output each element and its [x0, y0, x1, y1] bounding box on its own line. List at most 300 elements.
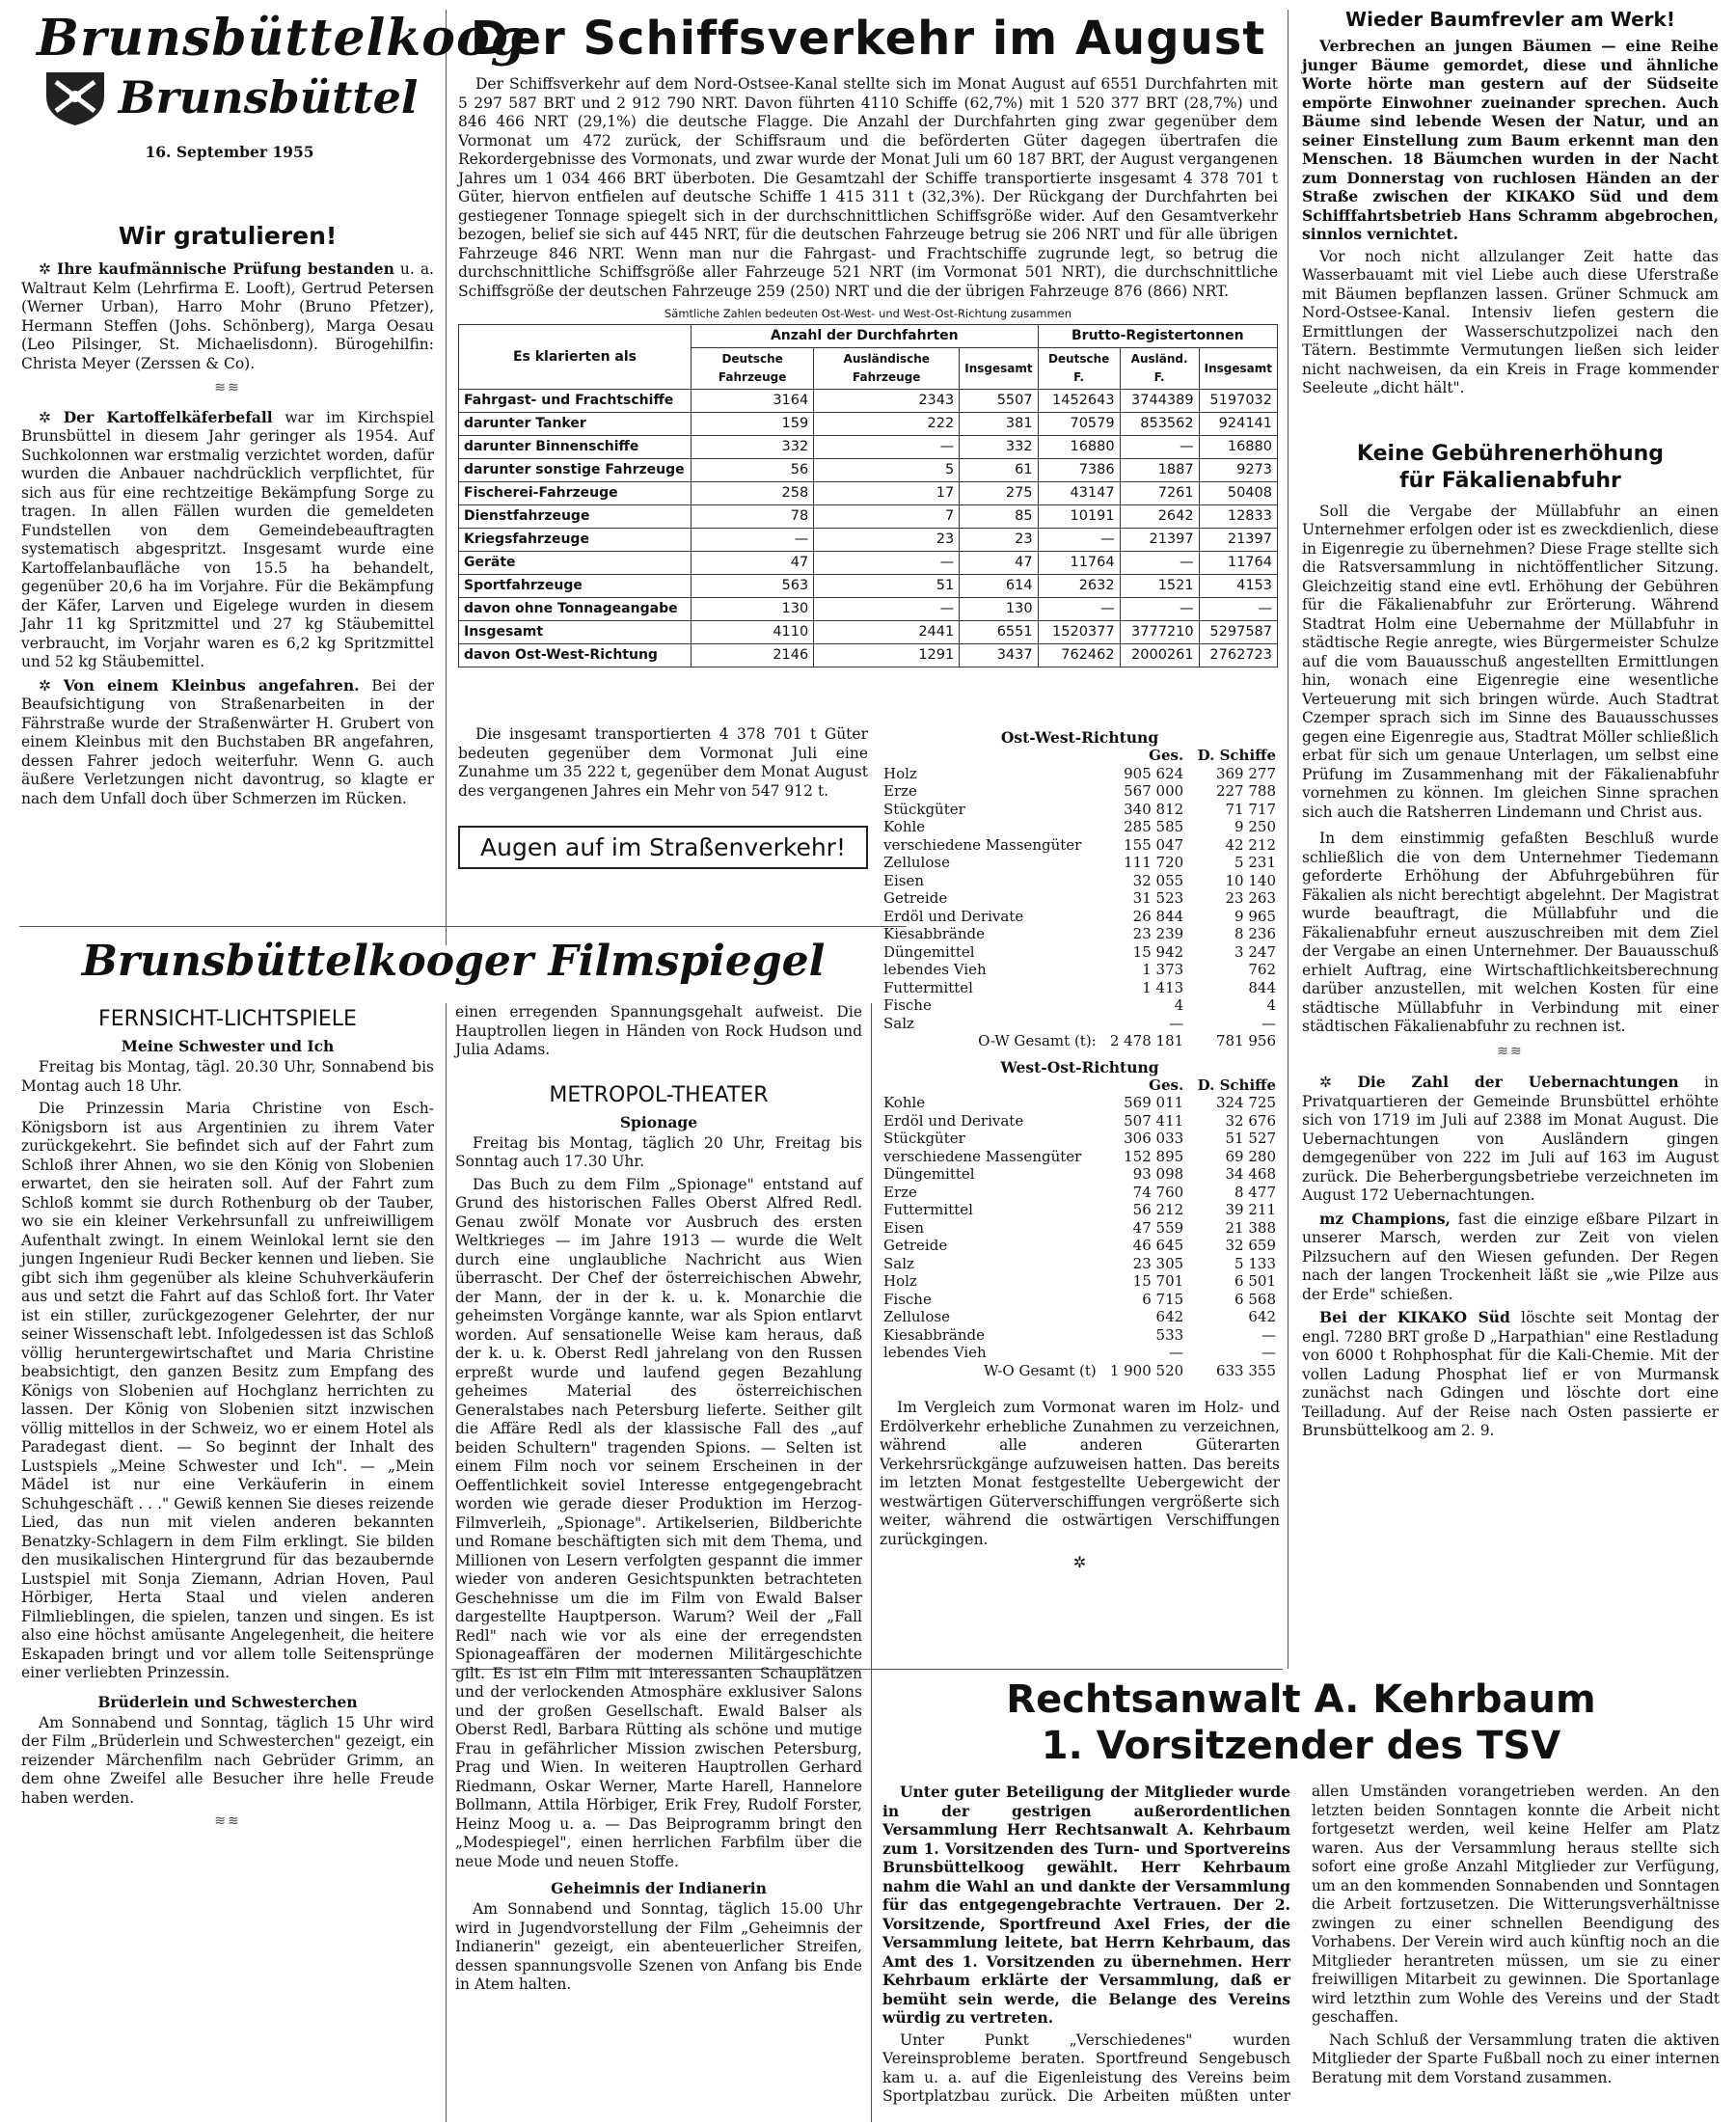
- table-row: [880, 1201, 1280, 1219]
- table-row: [880, 1308, 1280, 1326]
- cargo-label: lebendes Vieh: [883, 1344, 987, 1361]
- cargo-label: Düngemittel: [883, 1165, 975, 1183]
- cargo-value: —: [1169, 1344, 1184, 1361]
- fees-body-1: Soll die Vergabe der Müllabfuhr an einen Unternehmer erfolgen oder ist es zweckdienlich, diese in Eigenregie zu übernehmen? Diese Frage stellte sich die Ratsversammlung in nichtöffentlicher Sitzung. Gleichzeitig stand eine evtl. Erhöhung der Gebühren für die Fäkalienabfuhr zur Erörterung. Während Stadtrat Holm eine Uebernahme der Müllabfuhr in städtische Regie anregte, wies Bürgermeister Schulze auf die vom Bauausschuß angestellten Ermittlungen hin, wonach eine Eigenregie eine wesentliche Verteuerung mit sich bringen würde. Auch Stadtrat Czemper sprach sich im Sinne des Bauausschusses gegen eine Eigenregie aus, Stadtrat Möller schließlich erbat für sich um genaue Unterlagen, um selbst eine Prüfung im Zusammenhang mit der Fäkalienabfuhr vornehmen zu können. Im gleichen Sinne sprachen sich auch die Ratsherren Lindemann und Christ aus.: [1302, 502, 1719, 821]
- film-title-spionage: Spionage: [619, 1112, 698, 1131]
- wo-heading: West-Ost-Richtung: [1000, 1057, 1159, 1076]
- masthead: [37, 9, 528, 161]
- cargo-value: 23 263: [1225, 889, 1276, 907]
- ship-after: [458, 725, 868, 869]
- cargo-label: Futtermittel: [883, 978, 973, 996]
- star-icon: ✲: [1072, 1553, 1087, 1571]
- fees-headline: Keine Gebührenerhöhung: [1356, 441, 1665, 466]
- cargo-value: 4: [1266, 996, 1276, 1014]
- cargo-label: Eisen: [883, 871, 924, 889]
- row-label: davon Ost-West-Richtung: [459, 644, 692, 667]
- cargo-value: 31 523: [1132, 889, 1184, 907]
- cargo-value: 9 965: [1234, 907, 1276, 925]
- table-cell: 381: [960, 413, 1038, 436]
- cargo-label: Stückgüter: [883, 1130, 965, 1147]
- table-row: [880, 1291, 1280, 1309]
- potato-beetle-text: war im Kirchspiel Brunsbüttel in diesem Jahr geringer als 1954. Auf Suchkolonnen war erstmalig verzichtet worden, dafür wurden die Anbauer nachdrücklich verpflichtet, für sich aus für eine rechtzeitige Bekämpfung Sorge zu tragen. In allen Fällen wurden die gemeldeten Fundstellen von dem Gemeindebeauftragten systematisch abgespritzt. Insgesamt wurde eine Kartoffelanbaufläche von 15.5 ha behandelt, gegenüber 20,6 ha im Vorjahre. Für die Bekämpfung der Käfer, Larven und Eigelege wurden in diesem Jahr 11 kg Spritzmittel und 27 kg Stäubemittel verbraucht, im Vorjahr waren es 6,2 kg Spritzmittel und 52 kg Stäubemittel.: [21, 408, 434, 670]
- cargo-value: 74 760: [1132, 1183, 1184, 1201]
- cargo-tables: [880, 728, 1280, 1571]
- table-cell: 614: [960, 575, 1038, 598]
- table-row: [880, 1130, 1280, 1148]
- table-row: [880, 979, 1280, 997]
- table-row: [880, 801, 1280, 819]
- star-icon: ✲: [39, 260, 51, 278]
- table-cell: 130: [692, 598, 814, 621]
- th-col: Ausländische Fahrzeuge: [814, 348, 960, 390]
- cargo-value: 4: [1174, 996, 1184, 1014]
- cargo-label: Fische: [883, 996, 932, 1014]
- row-label: davon ohne Tonnageangabe: [459, 598, 692, 621]
- cargo-value: —: [1261, 1344, 1276, 1361]
- separator: ≋≋: [214, 1813, 241, 1829]
- row-label: Kriegsfahrzeuge: [459, 529, 692, 552]
- table-row: [880, 996, 1280, 1015]
- table-cell: 7: [814, 505, 960, 529]
- tsv-lead: Unter guter Beteiligung der Mitglieder wurde in der gestrigen außerordentlichen Versammlung Herr Rechtsanwalt A. Kehrbaum zum 1. Vorsitzenden des Turn- und Sportvereins Brunsbüttelkoog gewählt. Herr Kehrbaum nahm die Wahl an und dankte der Versammlung für das entgegengebrachte Vertrauen. Der 2. Vorsitzende, Sportfreund Axel Fries, der die Versammlung leitete, bat Herrn Kehrbaum, das Amt des 1. Vorsitzenden zu übernehmen. Herr Kehrbaum erklärte der Versammlung, daß er bemüht sein werde, die Belange des Vereins würdig zu vertreten.: [882, 1783, 1290, 2027]
- table-cell: 78: [692, 505, 814, 529]
- table-row: [459, 390, 1278, 413]
- cargo-label: lebendes Vieh: [883, 961, 987, 978]
- issue-date: 16. September 1955: [145, 143, 314, 161]
- row-label: Sportfahrzeuge: [459, 575, 692, 598]
- tsv-article: [882, 1676, 1720, 2107]
- column-rule: [871, 1003, 872, 2122]
- cargo-label: Holz: [883, 764, 917, 782]
- table-cell: —: [692, 529, 814, 552]
- th-col: Insgesamt: [960, 348, 1038, 390]
- table-cell: 56: [692, 459, 814, 482]
- table-row: [880, 1165, 1280, 1184]
- table-cell: 2343: [814, 390, 960, 413]
- table-row: [880, 854, 1280, 872]
- table-cell: 222: [814, 413, 960, 436]
- kikako-lead: Bei der KIKAKO Süd: [1319, 1308, 1510, 1326]
- table-cell: 4110: [692, 621, 814, 644]
- ow-heading: Ost-West-Richtung: [1000, 728, 1159, 747]
- row-label: darunter sonstige Fahrzeuge: [459, 459, 692, 482]
- cinema-fernsicht: FERNSICHT-LICHTSPIELE: [98, 1007, 357, 1031]
- ship-body: Der Schiffsverkehr auf dem Nord-Ostsee-Kanal stellte sich im Monat August auf 6551 Durchfahrten mit 5 297 587 BRT und 2 912 790 NRT. Davon führten 4110 Schiffe (62,7%) mit 1 520 377 BRT (28,7%) und 846 466 NRT (29,1%) die deutsche Flagge. Die Anzahl der Durchfahrten ging zwar gegenüber dem Vormonat um 472 zurück, der Schiffsraum und die beförderten Güter dagegen übertrafen die Rekordergebnisse des Vormonats, und zwar wurde der Monat Juli um 60 187 BRT, der August vergangenen Jahres um 1 034 466 BRT überboten. Die Gesamtzahl der Schiffe transportierte insgesamt 4 378 701 t Güter, hiervon entfielen auf deutsche Schiffe 1 415 311 t (32,3%). Der Rückgang der Durchfahrten bei gestiegener Tonnage spiegelt sich in der durchschnittlichen Schiffsgröße wider. Auf den Gesamtverkehr bezogen, belief sie sich auf 445 NRT, für die deutschen Fahrzeuge betrug sie 206 NRT und für alle übrigen Fahrzeuge 846 NRT. Wenn man nur die Fahrgast- und Frachtschiffe zugrunde legt, so betrug die durchschnittliche Schiffsgröße aller Fahrzeuge 521 NRT (im Vormonat 501 NRT), die durchschnittliche Schiffsgröße der deutschen Fahrzeuge 259 (250) NRT und die der übrigen Fahrzeuge 876 (866) NRT.: [458, 75, 1278, 300]
- masthead-subtitle: Brunsbüttel: [118, 71, 419, 123]
- table-cell: 21397: [1199, 529, 1277, 552]
- left-column: [21, 222, 434, 812]
- cargo-label: Kiesabbrände: [883, 1325, 985, 1344]
- table-row: [880, 1094, 1280, 1112]
- cargo-value: 642: [1248, 1308, 1276, 1325]
- table-cell: —: [1038, 598, 1120, 621]
- right-column: [1302, 8, 1719, 1445]
- cargo-value: 762: [1248, 961, 1276, 978]
- film-schwester-times: Freitag bis Montag, tägl. 20.30 Uhr, Sonnabend bis Montag auch 18 Uhr.: [21, 1058, 434, 1095]
- cargo-label: Kohle: [883, 1094, 926, 1111]
- wo-total-ges: 1 900 520: [1109, 1361, 1184, 1379]
- tree-lead: Verbrechen an jungen Bäumen — eine Reihe junger Bäume gemordet, diese und ähnliche Worte hörte man gestern auf der Südseite empörte Einwohner zueinander sprechen. Auch Bäume sind lebende Wesen der Natur, und an seiner Einstellung zum Baum erkennt man den Menschen. 18 Bäumchen wurden in der Nacht zum Donnerstag von ruchlosen Händen an der Straße zwischen der KIKAKO Süd und dem Schifffahrtsbetrieb Hans Schramm abgebrochen, sinnlos vernichtet.: [1302, 37, 1719, 243]
- table-cell: 9273: [1199, 459, 1277, 482]
- cargo-label: Zellulose: [883, 1308, 950, 1325]
- table-cell: 2642: [1120, 505, 1199, 529]
- cargo-label: Kohle: [883, 818, 926, 835]
- table-cell: 130: [960, 598, 1038, 621]
- fees-body-2: In dem einstimmig gefaßten Beschluß wurde schließlich die von dem Unternehmer Tiedemann geforderte Erhöhung der Abfuhrgebühren für Fäkalien als nicht berechtigt abgelehnt. Der Magistrat wurde beauftragt, die Müllabfuhr und die Fäkalienabfuhr erneut auszuschreiben mit dem Ziel der Vergabe an einen Unternehmer. Der Bauausschuß erhielt Auftrag, eine Wirtschaftlichkeitsberechnung darüber anzustellen, mit welchen Kosten für eine städtische Müllabfuhr in Verbindung mit einer städtischen Fäkalienabfuhr zu rechnen ist.: [1302, 830, 1719, 1035]
- cargo-value: 9 250: [1234, 818, 1276, 835]
- cargo-value: 39 211: [1225, 1201, 1276, 1218]
- table-row: [880, 961, 1280, 979]
- table-cell: 23: [814, 529, 960, 552]
- table-row: [880, 765, 1280, 783]
- fees-subheadline: für Fäkalienabfuhr: [1399, 468, 1621, 493]
- th-anzahl: Anzahl der Durchfahrten: [692, 325, 1039, 348]
- table-row: [880, 1015, 1280, 1033]
- table-row: [880, 889, 1280, 908]
- row-label: Fahrgast- und Frachtschiffe: [459, 390, 692, 413]
- row-label: Geräte: [459, 552, 692, 575]
- table-cell: 2146: [692, 644, 814, 667]
- th-col: Deutsche F.: [1038, 348, 1120, 390]
- table-cell: 10191: [1038, 505, 1120, 529]
- table-cell: 2000261: [1120, 644, 1199, 667]
- film-column-1: [21, 1003, 434, 1835]
- cargo-value: 369 277: [1215, 764, 1276, 782]
- row-label: darunter Tanker: [459, 413, 692, 436]
- table-cell: 3164: [692, 390, 814, 413]
- table-row: [880, 782, 1280, 801]
- column-rule: [446, 1003, 447, 2122]
- cargo-label: Düngemittel: [883, 942, 975, 961]
- cargo-value: 47 559: [1132, 1218, 1184, 1237]
- cargo-label: Salz: [883, 1254, 914, 1272]
- wo-col-ges: Ges.: [1149, 1076, 1184, 1094]
- table-cell: 1520377: [1038, 621, 1120, 644]
- exam-lead: Ihre kaufmännische Prüfung bestanden: [57, 259, 394, 278]
- column-rule: [446, 10, 447, 945]
- cargo-value: 32 659: [1225, 1237, 1276, 1254]
- cargo-value: 6 501: [1234, 1272, 1276, 1290]
- row-label: Insgesamt: [459, 621, 692, 644]
- cargo-label: verschiedene Massengüter: [883, 1147, 1082, 1165]
- ow-total-ges: 2 478 181: [1109, 1032, 1184, 1049]
- cargo-value: —: [1261, 1014, 1276, 1032]
- cargo-value: 26 844: [1132, 907, 1184, 925]
- cargo-value: 306 033: [1124, 1130, 1184, 1147]
- table-cell: 2441: [814, 621, 960, 644]
- table-cell: 1452643: [1038, 390, 1120, 413]
- cargo-value: 152 895: [1124, 1147, 1184, 1165]
- table-cell: —: [1199, 598, 1277, 621]
- table-cell: —: [814, 436, 960, 459]
- wo-total-label: W-O Gesamt (t): [984, 1361, 1097, 1379]
- cargo-label: Futtermittel: [883, 1201, 973, 1218]
- table-cell: 70579: [1038, 413, 1120, 436]
- table-row: [880, 1255, 1280, 1273]
- cargo-value: 155 047: [1124, 835, 1184, 854]
- film-indianerin-text: Am Sonnabend und Sonntag, täglich 15.00 Uhr wird in Jugendvorstellung der Film „Geheimnis der Indianerin" gezeigt, ein abenteuerlicher Streifen, dessen spannungsvolle Szenen von Anfang bis Ende in Atem halten.: [455, 1900, 862, 1993]
- table-cell: 7261: [1120, 482, 1199, 505]
- table-cell: 3777210: [1120, 621, 1199, 644]
- cargo-value: 32 676: [1225, 1111, 1276, 1130]
- congrats-headline: Wir gratulieren!: [118, 222, 338, 250]
- table-row: [880, 818, 1280, 836]
- cargo-label: Zellulose: [883, 854, 950, 871]
- table-row: [880, 943, 1280, 962]
- ship-headline: Der Schiffsverkehr im August: [470, 12, 1266, 66]
- table-cell: 762462: [1038, 644, 1120, 667]
- coat-of-arms-icon: [41, 68, 109, 127]
- table-row: [880, 1344, 1280, 1362]
- cargo-label: Salz: [883, 1014, 914, 1032]
- cargo-value: 844: [1248, 978, 1276, 996]
- cargo-label: Getreide: [883, 889, 948, 907]
- table-row: [459, 459, 1278, 482]
- overnight-text: in Privatquartieren der Gemeinde Brunsbüttel erhöhte sich von 1719 im Juli auf 2388 im Monat August. Die Uebernachtungen von Ausländern gingen demgegenüber von 222 im Juli auf 163 im August zurück. Die Beherbergungsbetriebe verzeichneten im August 172 Uebernachtungen.: [1302, 1074, 1719, 1204]
- table-row: [880, 908, 1280, 926]
- film-spionage-times: Freitag bis Montag, täglich 20 Uhr, Freitag bis Sonntag auch 17.30 Uhr.: [455, 1133, 862, 1170]
- ship-table: [458, 324, 1278, 667]
- table-cell: 21397: [1120, 529, 1199, 552]
- cargo-value: 34 468: [1225, 1165, 1276, 1183]
- table-cell: —: [814, 552, 960, 575]
- th-klarierten: Es klarierten als: [459, 325, 692, 390]
- cargo-value: 340 812: [1124, 800, 1184, 818]
- table-cell: 51: [814, 575, 960, 598]
- table-cell: 17: [814, 482, 960, 505]
- ow-total-label: O-W Gesamt (t):: [978, 1032, 1097, 1049]
- cargo-value: 1 373: [1142, 961, 1184, 978]
- ow-total-d: 781 956: [1215, 1032, 1276, 1049]
- table-row: [880, 1272, 1280, 1291]
- ow-col-ges: Ges.: [1149, 747, 1184, 764]
- table-cell: —: [1120, 436, 1199, 459]
- film-title-indianerin: Geheimnis der Indianerin: [551, 1879, 767, 1897]
- cargo-value: 8 477: [1234, 1183, 1276, 1201]
- wo-table: [880, 1076, 1280, 1380]
- table-cell: 275: [960, 482, 1038, 505]
- cargo-label: Stückgüter: [883, 800, 965, 818]
- cargo-value: 567 000: [1124, 782, 1184, 800]
- cargo-label: Erze: [883, 1183, 917, 1201]
- cargo-value: —: [1169, 1014, 1184, 1032]
- table-cell: 7386: [1038, 459, 1120, 482]
- cargo-value: 6 715: [1142, 1290, 1184, 1308]
- ow-table: [880, 747, 1280, 1050]
- cargo-value: 71 717: [1225, 800, 1276, 818]
- tree-body: Vor noch nicht allzulanger Zeit hatte das Wasserbauamt mit viel Liebe auch diese Uferstraße mit Bäumen bepflanzen lassen. Grüner Schmuck am Nord-Ostsee-Kanal. Intensiv liefen gestern die Ermittlungen der Wasserschutzpolizei nach den Tätern. Bestimmte Vermutungen ließen sich leider nicht nachweisen, da ein Kreis in Frage kommender Seeleute „dicht hält".: [1302, 247, 1719, 396]
- cargo-summary: Die insgesamt transportierten 4 378 701 t Güter bedeuten gegenüber dem Vormonat Juli eine Zunahme um 35 222 t, gegenüber dem Monat August des vergangenen Jahres ein Mehr von 547 912 t.: [458, 725, 868, 800]
- cargo-label: Holz: [883, 1272, 917, 1290]
- tsv-body: Unter Punkt „Verschiedenes" wurden Vereinsprobleme beraten. Sportfreund Sengebusch kam u. a. auf die Eigenleistung des Vereins beim Sportplatzbau zurück. Die Arbeiten müßten unter allen Umständen vorangetrieben werden. An den letzten beiden Sonntagen konnte die Arbeit nicht fortgesetzt werden, weil keine Helfer am Platz waren. Aus der Versammlung heraus stellte sich sofort eine große Anzahl Mitglieder zur Verfügung, um an den kommenden Sonnabenden und Sonntagen die Arbeit fortzusetzen. Die Witterungsverhältnisse zwingen zu einer schnellen Beendigung des Vorhabens. Der Verein wird auch künftig noch an die Mitglieder herantreten müssen, um sie zu einer freiwilligen Mitarbeit zu gewinnen. Die Sportanlage wird letzthin zum Wohle des Vereins und der Stadt geschaffen.: [882, 1783, 1720, 2105]
- table-cell: 50408: [1199, 482, 1277, 505]
- table-cell: 11764: [1038, 552, 1120, 575]
- table-row: [880, 1112, 1280, 1131]
- table-row: [459, 621, 1278, 644]
- table-cell: —: [1120, 598, 1199, 621]
- table-cell: 2632: [1038, 575, 1120, 598]
- cargo-value: 8 236: [1234, 925, 1276, 942]
- table-cell: 3437: [960, 644, 1038, 667]
- th-col: Insgesamt: [1199, 348, 1277, 390]
- table-cell: 11764: [1199, 552, 1277, 575]
- cargo-value: 10 140: [1225, 871, 1276, 889]
- table-cell: 1887: [1120, 459, 1199, 482]
- cargo-value: 5 231: [1234, 854, 1276, 871]
- exam-text: u. a. Waltraut Kelm (Lehrfirma E. Looft), Gertrud Petersen (Werner Urban), Harro Mohr (Bruno Pfetzer), Hermann Steffen (Johs. Schönberg), Marga Oesau (Leo Pilsinger, St. Michaelisdonn). Bürogehilfin: Christa Meyer (Zerssen & Co).: [21, 260, 434, 372]
- separator: ≋≋: [1497, 1043, 1524, 1059]
- table-row: [459, 598, 1278, 621]
- cargo-value: 93 098: [1132, 1165, 1184, 1183]
- th-brutto: Brutto-Registertonnen: [1038, 325, 1277, 348]
- table-row: [880, 1237, 1280, 1255]
- table-row: [459, 436, 1278, 459]
- film-spionage-text: Das Buch zu dem Film „Spionage" entstand auf Grund des historischen Falles Oberst Alfred Redl. Genau zwölf Monate vor Ausbruch des ersten Weltkrieges — im Jahre 1913 — wurde die Welt durch eine unglaubliche Nachricht aus Wien überrascht. Der Chef der österreichischen Abwehr, der Mann, der in der k. u. k. Monarchie die geheimsten Vorgänge kannte, war als Spion entlarvt worden. Auf sensationelle Weise kam heraus, daß der k. u. k. Oberst Redl jahrelang von den Russen erpreßt wurde und laufend gegen Bezahlung geheimes Material des österreichischen Generalstabes nach Petersburg lieferte. Seither gilt die Affäre Redl als der klassische Fall des „auf beiden Schultern" tragenden Spions. — Selten ist einem Film noch vor seinem Erscheinen in der Oeffentlichkeit soviel Interesse entgegengebracht worden wie gerade dieser Produktion im Herzog-Filmverleih, „Spionage". Artikelserien, Bildberichte und Romane beschäftigten sich mit dem Thema, und Millionen von Lesern verfolgten gespannt die immer wieder von anderen Gesichtspunkten betrachteten Geschehnisse um die im Film von Ewald Balser dargestellte Hauptperson. Warum? Weil der „Fall Redl" nach wie vor als eine der erregendsten Spionageaffären der modernen Militärgeschichte gilt. Es ist ein Film mit interessanten Schauplätzen und der verlockenden Atmosphäre exklusiver Salons und der großen Gesellschaft. Ewald Balser als Oberst Redl, Barbara Rütting als schöne und mutige Frau in gefährlicher Mission zwischen Petersburg, Prag und Wien. In weiteren Hauptrollen Gerhard Riedmann, Oskar Werner, Marte Harell, Hannelore Bollmann, Attila Hörbiger, Erik Frey, Rudolf Forster, Heinz Moog u. a. — Das Beiprogramm bringt den „Modespiegel", einen herrlichen Farbfilm über die neue Mode und neuen Stoffe.: [455, 1175, 862, 1870]
- table-row: [459, 644, 1278, 667]
- cargo-value: 42 212: [1225, 835, 1276, 854]
- cargo-label: Fische: [883, 1290, 932, 1308]
- film-title-schwester: Meine Schwester und Ich: [121, 1037, 335, 1055]
- cargo-value: 32 055: [1132, 871, 1184, 889]
- table-cell: 1521: [1120, 575, 1199, 598]
- wo-total-d: 633 355: [1215, 1361, 1276, 1379]
- table-cell: 5507: [960, 390, 1038, 413]
- section-rule: [19, 926, 907, 927]
- table-cell: 5297587: [1199, 621, 1277, 644]
- cargo-value: 569 011: [1124, 1094, 1184, 1111]
- tsv-subheadline: 1. Vorsitzender des TSV: [1041, 1724, 1561, 1768]
- table-cell: 4153: [1199, 575, 1277, 598]
- cargo-value: 1 413: [1142, 978, 1184, 996]
- star-icon: ✲: [39, 408, 51, 426]
- cargo-value: 324 725: [1215, 1094, 1276, 1111]
- ow-col-d: D. Schiffe: [1197, 747, 1276, 764]
- table-cell: 258: [692, 482, 814, 505]
- table-cell: —: [1038, 529, 1120, 552]
- film-column-2: [455, 1003, 862, 1999]
- cargo-value: 21 388: [1225, 1218, 1276, 1237]
- table-cell: 3744389: [1120, 390, 1199, 413]
- cargo-value: 533: [1155, 1325, 1184, 1344]
- traffic-banner: Augen auf im Straßenverkehr!: [458, 826, 868, 869]
- table-cell: 2762723: [1199, 644, 1277, 667]
- cargo-value: 5 133: [1234, 1254, 1276, 1272]
- cargo-value: 69 280: [1225, 1147, 1276, 1165]
- tsv-headline: Rechtsanwalt A. Kehrbaum: [1006, 1677, 1596, 1722]
- cargo-value: —: [1261, 1325, 1276, 1344]
- table-cell: 47: [692, 552, 814, 575]
- wo-col-d: D. Schiffe: [1197, 1076, 1276, 1094]
- tsv-closing: Nach Schluß der Versammlung traten die aktiven Mitglieder der Sparte Fußball noch zu einer internen Beratung mit dem Vorstand zusammen.: [1312, 2030, 1720, 2086]
- masthead-title: Brunsbüttelkoog: [37, 9, 528, 68]
- table-cell: 853562: [1120, 413, 1199, 436]
- mushroom-lead: mz Champions,: [1319, 1209, 1451, 1228]
- star-icon: ✲: [39, 676, 51, 695]
- table-cell: 1291: [814, 644, 960, 667]
- table-row: [459, 575, 1278, 598]
- table-row: [880, 1219, 1280, 1238]
- table-row: [459, 413, 1278, 436]
- table-cell: 16880: [1038, 436, 1120, 459]
- cargo-value: 3 247: [1234, 942, 1276, 961]
- ship-conclusion: Im Vergleich zum Vormonat waren im Holz- und Erdölverkehr erhebliche Zunahmen zu verzeichnen, während alle anderen Güterarten Verkehrsrückgänge aufzuweisen hatten. Das bereits im letzten Monat festgestellte Uebergewicht der westwärtigen Güterverschiffungen vergrößerte sich weiter, während die ostwärtigen Verschiffungen zurückgingen.: [880, 1399, 1280, 1548]
- table-cell: 5197032: [1199, 390, 1277, 413]
- cinema-metropol: METROPOL-THEATER: [549, 1082, 769, 1107]
- table-row: [459, 482, 1278, 505]
- ship-article: [458, 8, 1278, 667]
- table-cell: 6551: [960, 621, 1038, 644]
- table-row: [880, 872, 1280, 890]
- cargo-label: Eisen: [883, 1218, 924, 1237]
- cargo-label: Getreide: [883, 1237, 948, 1254]
- table-row: [880, 925, 1280, 943]
- table-cell: 16880: [1199, 436, 1277, 459]
- table-row: [459, 552, 1278, 575]
- th-col: Ausländ. F.: [1120, 348, 1199, 390]
- minibus-text: Bei der Beaufsichtigung von Straßenarbeiten in der Fährstraße wurde der Straßenwärter H. Grubert von einem Kleinbus mit den Buchstaben BR angefahren, dessen Fahrer jedoch weiterfuhr. Wenn G. auch äußere Verletzungen nicht davontrug, so klagte er nach dem Unfall doch über Schmerzen im Rücken.: [21, 676, 434, 807]
- cargo-value: 6 568: [1234, 1290, 1276, 1308]
- potato-beetle-lead: Der Kartoffelkäferbefall: [63, 407, 273, 426]
- table-row: [459, 505, 1278, 529]
- row-label: Dienstfahrzeuge: [459, 505, 692, 529]
- table-cell: 43147: [1038, 482, 1120, 505]
- star-icon: ✲: [1319, 1074, 1332, 1091]
- table-cell: 5: [814, 459, 960, 482]
- table-cell: 23: [960, 529, 1038, 552]
- table-cell: 332: [960, 436, 1038, 459]
- th-col: Deutsche Fahrzeuge: [692, 348, 814, 390]
- cargo-label: verschiedene Massengüter: [883, 835, 1082, 854]
- separator: ≋≋: [214, 380, 241, 395]
- film-prev-text: einen erregenden Spannungsgehalt aufweist. Die Hauptrollen liegen in Händen von Rock Hudson und Julia Adams.: [455, 1003, 862, 1058]
- cargo-value: 111 720: [1124, 854, 1184, 871]
- film-title-brueder: Brüderlein und Schwesterchen: [97, 1692, 358, 1711]
- cargo-value: 905 624: [1124, 764, 1184, 782]
- row-label: darunter Binnenschiffe: [459, 436, 692, 459]
- table-cell: 924141: [1199, 413, 1277, 436]
- cargo-value: 227 788: [1215, 782, 1276, 800]
- cargo-label: Erdöl und Derivate: [883, 1111, 1024, 1130]
- table-cell: 12833: [1199, 505, 1277, 529]
- table-cell: —: [1120, 552, 1199, 575]
- overnight-lead: Die Zahl der Uebernachtungen: [1357, 1073, 1679, 1091]
- cargo-value: 56 212: [1132, 1201, 1184, 1218]
- table-row: [880, 1326, 1280, 1345]
- table-cell: 332: [692, 436, 814, 459]
- mushroom-text: fast die einzige eßbare Pilzart in unserer Marsch, werden zur Zeit von vielen Pilzsuchern auf den Wiesen gefunden. Der Regen nach der langen Trockenheit läßt sie „wie Pilze aus der Erde" schießen.: [1302, 1210, 1719, 1303]
- cargo-value: 15 942: [1132, 942, 1184, 961]
- minibus-lead: Von einem Kleinbus angefahren.: [63, 675, 360, 695]
- cargo-value: 46 645: [1132, 1237, 1184, 1254]
- film-banner-wrap: [58, 928, 849, 995]
- table-cell: 85: [960, 505, 1038, 529]
- table-cell: 159: [692, 413, 814, 436]
- cargo-value: 15 701: [1132, 1272, 1184, 1290]
- film-schwester-text: Die Prinzessin Maria Christine von Esch-Königsborn ist aus Argentinien zu ihrem Vater zurückgekehrt. Sie befindet sich auf der Fahrt zum Schloß ihrer Ahnen, wo sie den König von Slobenien erwartet, den sie heiraten soll. Auf der Fahrt zum Schloß kommt sie durch Rothenburg ob der Tauber, wo sie ein kleiner Verkehrsunfall zu unfreiwilligem Aufenthalt zwingt. In einem Weinlokal lernt sie den jungen Ingenieur Rudi Becker kennen und lieben. Sie gibt sich ihm gegenüber als kleine Schuhverkäuferin aus und setzt die Fahrt auf das Schloß fort. Ihr Vater ist ein stiller, zurückgezogener Gelehrter, der nur seiner Wissenschaft lebt. Infolgedessen ist das Schloß völlig heruntergewirtschaftet und Maria Christine beabsichtigt, den ganzen Besitz zum Empfang des Königs von Slobenien auf Hochglanz herrichten zu lassen. Der König von Slobenien sitzt inzwischen völlig mittellos in der Schweiz, wo er einem Hotel als Paradegast dient. — So beginnt der Inhalt des Lustspiels „Meine Schwester und Ich". — „Mein Mädel ist nur eine Verkäuferin in einem Schuhgeschäft . . ." Gewiß kennen Sie dieses reizende Lied, das nun mit vielen anderen bekannten Benatzky-Schlagern in dem Film erklingt. Sie bilden den musikalischen Hintergrund für das bezaubernde Lustspiel mit Sonja Ziemann, Adrian Hoven, Paul Hörbiger, Herta Staal und vielen anderen Filmlieblingen, die spielen, tanzen und singen. Es ist also eine höchst amüsante Angelegenheit, die heitere Eskapaden bringt und vor allem tolle Seitensprünge einer verliebten Prinzessin.: [21, 1100, 434, 1681]
- cargo-value: 23 239: [1132, 925, 1184, 942]
- table-row: [459, 529, 1278, 552]
- table-cell: —: [814, 598, 960, 621]
- cargo-value: 642: [1155, 1308, 1184, 1325]
- cargo-value: 51 527: [1225, 1130, 1276, 1147]
- cargo-value: 285 585: [1124, 818, 1184, 835]
- cargo-label: Erdöl und Derivate: [883, 907, 1024, 925]
- table-cell: 563: [692, 575, 814, 598]
- kikako-text: löschte seit Montag der engl. 7280 BRT große D „Harpathian" eine Restladung von 6000 t Rohphosphat für die Kali-Chemie. Mit der vollen Ladung Phosphat lief er von Murmansk zunächst nach Gdingen und löschte dort eine Teilladung. Auf der Reise nach Osten passierte er Brunsbüttelkoog am 2. 9.: [1302, 1309, 1719, 1439]
- table-cell: 47: [960, 552, 1038, 575]
- cargo-label: Kiesabbrände: [883, 925, 985, 942]
- film-banner: Brunsbüttelkooger Filmspiegel: [81, 937, 826, 986]
